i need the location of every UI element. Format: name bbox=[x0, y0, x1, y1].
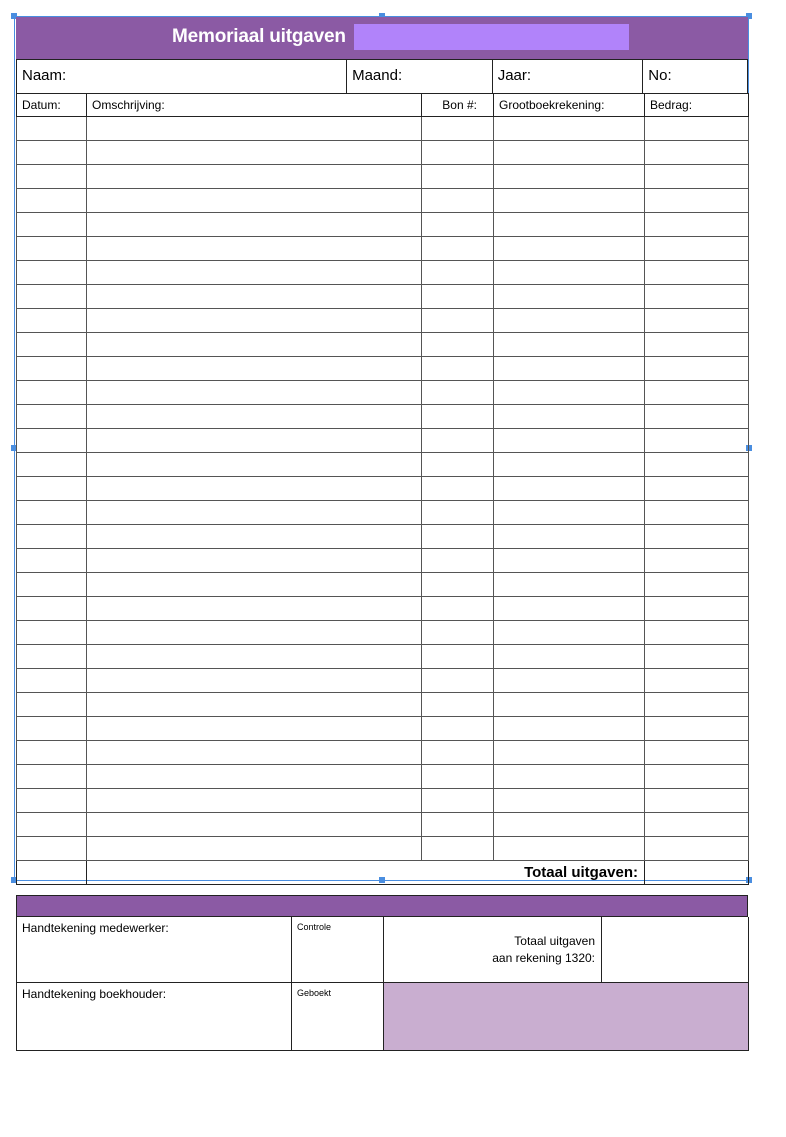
entry-rows bbox=[17, 117, 749, 861]
signature-grid bbox=[16, 917, 748, 1051]
table-row bbox=[17, 261, 749, 285]
entry-cell-grootboekrekening[interactable] bbox=[494, 525, 645, 549]
table-row bbox=[17, 213, 749, 237]
entry-cell-omschrijving[interactable] bbox=[87, 429, 422, 453]
entry-cell-omschrijving[interactable] bbox=[87, 789, 422, 813]
entry-cell-grootboekrekening[interactable] bbox=[494, 645, 645, 669]
entry-cell-bon[interactable] bbox=[422, 573, 494, 597]
entry-cell-bon[interactable] bbox=[422, 429, 494, 453]
table-row bbox=[17, 501, 749, 525]
table-row bbox=[17, 117, 749, 141]
account-total-line2: aan rekening 1320: bbox=[492, 951, 595, 965]
entry-cell-grootboekrekening[interactable] bbox=[494, 285, 645, 309]
entry-cell-datum[interactable] bbox=[17, 237, 87, 261]
signature-block bbox=[16, 895, 748, 1051]
table-row bbox=[17, 621, 749, 645]
entry-cell-bedrag[interactable] bbox=[645, 189, 749, 213]
employee-signature-label: Handtekening medewerker: bbox=[22, 921, 169, 935]
entry-cell-bon[interactable] bbox=[422, 357, 494, 381]
entry-cell-grootboekrekening[interactable] bbox=[494, 333, 645, 357]
title-bar bbox=[16, 17, 748, 59]
entry-cell-omschrijving[interactable] bbox=[87, 669, 422, 693]
column-header-bedrag: Bedrag: bbox=[645, 94, 749, 117]
jaar-field[interactable] bbox=[493, 60, 644, 93]
table-row bbox=[17, 837, 749, 861]
entry-cell-datum[interactable] bbox=[17, 165, 87, 189]
entry-cell-omschrijving[interactable] bbox=[87, 165, 422, 189]
entry-cell-bon[interactable] bbox=[422, 453, 494, 477]
entry-cell-bedrag[interactable] bbox=[645, 261, 749, 285]
entry-cell-bedrag[interactable] bbox=[645, 789, 749, 813]
entry-cell-datum[interactable] bbox=[17, 141, 87, 165]
entry-cell-bon[interactable] bbox=[422, 189, 494, 213]
table-row bbox=[17, 573, 749, 597]
entry-cell-datum[interactable] bbox=[17, 117, 87, 141]
entry-cell-omschrijving[interactable] bbox=[87, 237, 422, 261]
entry-cell-bon[interactable] bbox=[422, 501, 494, 525]
total-amount-cell[interactable] bbox=[645, 861, 749, 885]
employee-signature-field[interactable] bbox=[17, 917, 292, 983]
entry-cell-bedrag[interactable] bbox=[645, 525, 749, 549]
entry-cell-omschrijving[interactable] bbox=[87, 645, 422, 669]
entry-cell-datum[interactable] bbox=[17, 549, 87, 573]
entry-cell-datum[interactable] bbox=[17, 381, 87, 405]
naam-label: Naam: bbox=[22, 67, 67, 84]
table-row bbox=[17, 429, 749, 453]
column-header-datum: Datum: bbox=[17, 94, 87, 117]
entry-cell-grootboekrekening[interactable] bbox=[494, 573, 645, 597]
entry-cell-grootboekrekening[interactable] bbox=[494, 141, 645, 165]
entry-cell-omschrijving[interactable] bbox=[87, 117, 422, 141]
entry-cell-datum[interactable] bbox=[17, 669, 87, 693]
entry-cell-grootboekrekening[interactable] bbox=[494, 789, 645, 813]
entry-cell-bon[interactable] bbox=[422, 237, 494, 261]
entry-cell-omschrijving[interactable] bbox=[87, 309, 422, 333]
entry-cell-datum[interactable] bbox=[17, 213, 87, 237]
table-row bbox=[17, 813, 749, 837]
entry-cell-bon[interactable] bbox=[422, 213, 494, 237]
entry-cell-omschrijving[interactable] bbox=[87, 357, 422, 381]
entry-cell-omschrijving[interactable] bbox=[87, 837, 422, 861]
entry-cell-bon[interactable] bbox=[422, 765, 494, 789]
entry-cell-bedrag[interactable] bbox=[645, 597, 749, 621]
entry-cell-datum[interactable] bbox=[17, 477, 87, 501]
entry-cell-grootboekrekening[interactable] bbox=[494, 213, 645, 237]
entry-cell-grootboekrekening[interactable] bbox=[494, 741, 645, 765]
naam-field[interactable] bbox=[17, 60, 347, 93]
column-header-grootboekrekening: Grootboekrekening: bbox=[494, 94, 645, 117]
table-row bbox=[17, 333, 749, 357]
bookkeeper-signature-label: Handtekening boekhouder: bbox=[22, 987, 167, 1001]
entry-cell-omschrijving[interactable] bbox=[87, 597, 422, 621]
entry-cell-grootboekrekening[interactable] bbox=[494, 309, 645, 333]
entry-cell-bon[interactable] bbox=[422, 837, 494, 861]
table-row bbox=[17, 717, 749, 741]
entry-cell-grootboekrekening[interactable] bbox=[494, 429, 645, 453]
controle-field[interactable] bbox=[292, 917, 384, 983]
entry-cell-datum[interactable] bbox=[17, 453, 87, 477]
entry-cell-bon[interactable] bbox=[422, 597, 494, 621]
footer-bar bbox=[16, 895, 748, 917]
entry-cell-bedrag[interactable] bbox=[645, 117, 749, 141]
entry-cell-bon[interactable] bbox=[422, 261, 494, 285]
entry-cell-datum[interactable] bbox=[17, 405, 87, 429]
entry-cell-grootboekrekening[interactable] bbox=[494, 405, 645, 429]
jaar-label: Jaar: bbox=[497, 67, 532, 84]
entry-cell-datum[interactable] bbox=[17, 693, 87, 717]
entry-cell-bedrag[interactable] bbox=[645, 141, 749, 165]
title-input-field[interactable] bbox=[354, 24, 629, 50]
table-row bbox=[17, 597, 749, 621]
entry-cell-bedrag[interactable] bbox=[645, 549, 749, 573]
no-label: No: bbox=[648, 67, 672, 84]
entry-cell-datum[interactable] bbox=[17, 717, 87, 741]
table-row bbox=[17, 741, 749, 765]
maand-label: Maand: bbox=[352, 67, 403, 84]
table-row bbox=[17, 645, 749, 669]
entry-cell-datum[interactable] bbox=[17, 525, 87, 549]
entry-cell-grootboekrekening[interactable] bbox=[494, 165, 645, 189]
table-row bbox=[17, 525, 749, 549]
entry-cell-grootboekrekening[interactable] bbox=[494, 813, 645, 837]
entry-cell-bedrag[interactable] bbox=[645, 165, 749, 189]
entry-cell-bedrag[interactable] bbox=[645, 693, 749, 717]
entry-cell-omschrijving[interactable] bbox=[87, 453, 422, 477]
entry-cell-datum[interactable] bbox=[17, 597, 87, 621]
form-title: Memoriaal uitgaven bbox=[172, 26, 346, 47]
table-row bbox=[17, 357, 749, 381]
entry-cell-bon[interactable] bbox=[422, 141, 494, 165]
column-header-row bbox=[17, 94, 749, 117]
entry-cell-bedrag[interactable] bbox=[645, 621, 749, 645]
entry-cell-bon[interactable] bbox=[422, 309, 494, 333]
entry-cell-bedrag[interactable] bbox=[645, 309, 749, 333]
entry-cell-grootboekrekening[interactable] bbox=[494, 501, 645, 525]
entry-cell-bedrag[interactable] bbox=[645, 573, 749, 597]
entry-cell-bon[interactable] bbox=[422, 525, 494, 549]
entry-cell-datum[interactable] bbox=[17, 429, 87, 453]
entry-cell-omschrijving[interactable] bbox=[87, 213, 422, 237]
entry-cell-bon[interactable] bbox=[422, 405, 494, 429]
geboekt-field[interactable] bbox=[292, 983, 384, 1051]
entry-cell-bedrag[interactable] bbox=[645, 333, 749, 357]
entry-cell-datum[interactable] bbox=[17, 333, 87, 357]
entry-cell-grootboekrekening[interactable] bbox=[494, 453, 645, 477]
expense-form bbox=[16, 17, 748, 885]
entry-cell-datum[interactable] bbox=[17, 261, 87, 285]
entry-cell-bedrag[interactable] bbox=[645, 669, 749, 693]
entry-cell-grootboekrekening[interactable] bbox=[494, 669, 645, 693]
entry-cell-bon[interactable] bbox=[422, 333, 494, 357]
table-row bbox=[17, 405, 749, 429]
entries-table bbox=[16, 93, 749, 885]
entry-cell-omschrijving[interactable] bbox=[87, 741, 422, 765]
entry-cell-datum[interactable] bbox=[17, 765, 87, 789]
entry-cell-bedrag[interactable] bbox=[645, 837, 749, 861]
entry-cell-bedrag[interactable] bbox=[645, 453, 749, 477]
entry-cell-omschrijving[interactable] bbox=[87, 621, 422, 645]
controle-label: Controle bbox=[297, 922, 332, 932]
no-field[interactable] bbox=[643, 60, 747, 93]
entry-cell-bedrag[interactable] bbox=[645, 813, 749, 837]
table-row bbox=[17, 285, 749, 309]
entry-cell-omschrijving[interactable] bbox=[87, 717, 422, 741]
entry-cell-grootboekrekening[interactable] bbox=[494, 477, 645, 501]
table-row bbox=[17, 309, 749, 333]
account-total-label-cell bbox=[384, 917, 602, 983]
entry-cell-bedrag[interactable] bbox=[645, 381, 749, 405]
entry-cell-omschrijving[interactable] bbox=[87, 693, 422, 717]
entry-cell-grootboekrekening[interactable] bbox=[494, 261, 645, 285]
table-row bbox=[17, 381, 749, 405]
entry-cell-bon[interactable] bbox=[422, 741, 494, 765]
entry-cell-bon[interactable] bbox=[422, 645, 494, 669]
entry-cell-datum[interactable] bbox=[17, 309, 87, 333]
entry-cell-bedrag[interactable] bbox=[645, 357, 749, 381]
entry-cell-omschrijving[interactable] bbox=[87, 477, 422, 501]
entry-cell-bedrag[interactable] bbox=[645, 765, 749, 789]
entry-cell-omschrijving[interactable] bbox=[87, 813, 422, 837]
table-row bbox=[17, 237, 749, 261]
entry-cell-datum[interactable] bbox=[17, 189, 87, 213]
entry-cell-datum[interactable] bbox=[17, 357, 87, 381]
total-row bbox=[17, 861, 749, 885]
entry-cell-grootboekrekening[interactable] bbox=[494, 189, 645, 213]
entry-cell-datum[interactable] bbox=[17, 813, 87, 837]
maand-field[interactable] bbox=[347, 60, 493, 93]
entry-cell-grootboekrekening[interactable] bbox=[494, 717, 645, 741]
entry-cell-grootboekrekening[interactable] bbox=[494, 117, 645, 141]
entry-cell-bedrag[interactable] bbox=[645, 429, 749, 453]
entry-cell-bon[interactable] bbox=[422, 165, 494, 189]
table-row bbox=[17, 549, 749, 573]
entry-cell-datum[interactable] bbox=[17, 741, 87, 765]
entry-cell-bedrag[interactable] bbox=[645, 405, 749, 429]
entry-cell-omschrijving[interactable] bbox=[87, 261, 422, 285]
entry-cell-bon[interactable] bbox=[422, 285, 494, 309]
column-header-bon: Bon #: bbox=[422, 94, 494, 117]
entry-cell-omschrijving[interactable] bbox=[87, 549, 422, 573]
entry-cell-grootboekrekening[interactable] bbox=[494, 381, 645, 405]
table-row bbox=[17, 477, 749, 501]
entry-cell-bedrag[interactable] bbox=[645, 741, 749, 765]
table-row bbox=[17, 669, 749, 693]
entry-cell-bedrag[interactable] bbox=[645, 213, 749, 237]
entry-cell-bedrag[interactable] bbox=[645, 477, 749, 501]
entry-cell-grootboekrekening[interactable] bbox=[494, 621, 645, 645]
entry-cell-datum[interactable] bbox=[17, 573, 87, 597]
entry-cell-datum[interactable] bbox=[17, 837, 87, 861]
entry-cell-omschrijving[interactable] bbox=[87, 141, 422, 165]
table-row bbox=[17, 141, 749, 165]
total-spacer-cell bbox=[17, 861, 87, 885]
account-total-line1: Totaal uitgaven bbox=[514, 934, 595, 948]
entry-cell-bon[interactable] bbox=[422, 813, 494, 837]
entry-cell-datum[interactable] bbox=[17, 501, 87, 525]
geboekt-label: Geboekt bbox=[297, 988, 332, 998]
column-header-omschrijving: Omschrijving: bbox=[87, 94, 422, 117]
entry-cell-bedrag[interactable] bbox=[645, 645, 749, 669]
entry-cell-grootboekrekening[interactable] bbox=[494, 837, 645, 861]
entry-cell-bon[interactable] bbox=[422, 549, 494, 573]
entry-cell-bon[interactable] bbox=[422, 621, 494, 645]
table-row bbox=[17, 189, 749, 213]
shaded-notes-area bbox=[384, 983, 749, 1051]
entry-cell-grootboekrekening[interactable] bbox=[494, 597, 645, 621]
table-row bbox=[17, 765, 749, 789]
entry-cell-omschrijving[interactable] bbox=[87, 573, 422, 597]
entry-cell-bedrag[interactable] bbox=[645, 285, 749, 309]
entry-cell-bon[interactable] bbox=[422, 693, 494, 717]
entry-cell-grootboekrekening[interactable] bbox=[494, 549, 645, 573]
entry-cell-bon[interactable] bbox=[422, 717, 494, 741]
entry-cell-omschrijving[interactable] bbox=[87, 285, 422, 309]
entry-cell-grootboekrekening[interactable] bbox=[494, 237, 645, 261]
entry-cell-omschrijving[interactable] bbox=[87, 765, 422, 789]
entry-cell-bon[interactable] bbox=[422, 789, 494, 813]
entry-cell-omschrijving[interactable] bbox=[87, 501, 422, 525]
account-total-amount-field[interactable] bbox=[602, 917, 749, 983]
entry-cell-bedrag[interactable] bbox=[645, 717, 749, 741]
entry-cell-datum[interactable] bbox=[17, 621, 87, 645]
entry-cell-bedrag[interactable] bbox=[645, 501, 749, 525]
entry-cell-datum[interactable] bbox=[17, 285, 87, 309]
entry-cell-bon[interactable] bbox=[422, 477, 494, 501]
table-row bbox=[17, 453, 749, 477]
entry-cell-bon[interactable] bbox=[422, 669, 494, 693]
entry-cell-omschrijving[interactable] bbox=[87, 189, 422, 213]
entry-cell-bedrag[interactable] bbox=[645, 237, 749, 261]
total-label: Totaal uitgaven: bbox=[87, 861, 645, 885]
entry-cell-grootboekrekening[interactable] bbox=[494, 765, 645, 789]
entry-cell-datum[interactable] bbox=[17, 789, 87, 813]
table-row bbox=[17, 693, 749, 717]
entry-cell-bon[interactable] bbox=[422, 381, 494, 405]
entry-cell-bon[interactable] bbox=[422, 117, 494, 141]
entry-cell-omschrijving[interactable] bbox=[87, 525, 422, 549]
info-row bbox=[16, 59, 748, 93]
bookkeeper-signature-field[interactable] bbox=[17, 983, 292, 1051]
table-row bbox=[17, 789, 749, 813]
entry-cell-omschrijving[interactable] bbox=[87, 405, 422, 429]
entry-cell-omschrijving[interactable] bbox=[87, 381, 422, 405]
entry-cell-grootboekrekening[interactable] bbox=[494, 357, 645, 381]
entry-cell-datum[interactable] bbox=[17, 645, 87, 669]
entry-cell-omschrijving[interactable] bbox=[87, 333, 422, 357]
table-row bbox=[17, 165, 749, 189]
entry-cell-grootboekrekening[interactable] bbox=[494, 693, 645, 717]
